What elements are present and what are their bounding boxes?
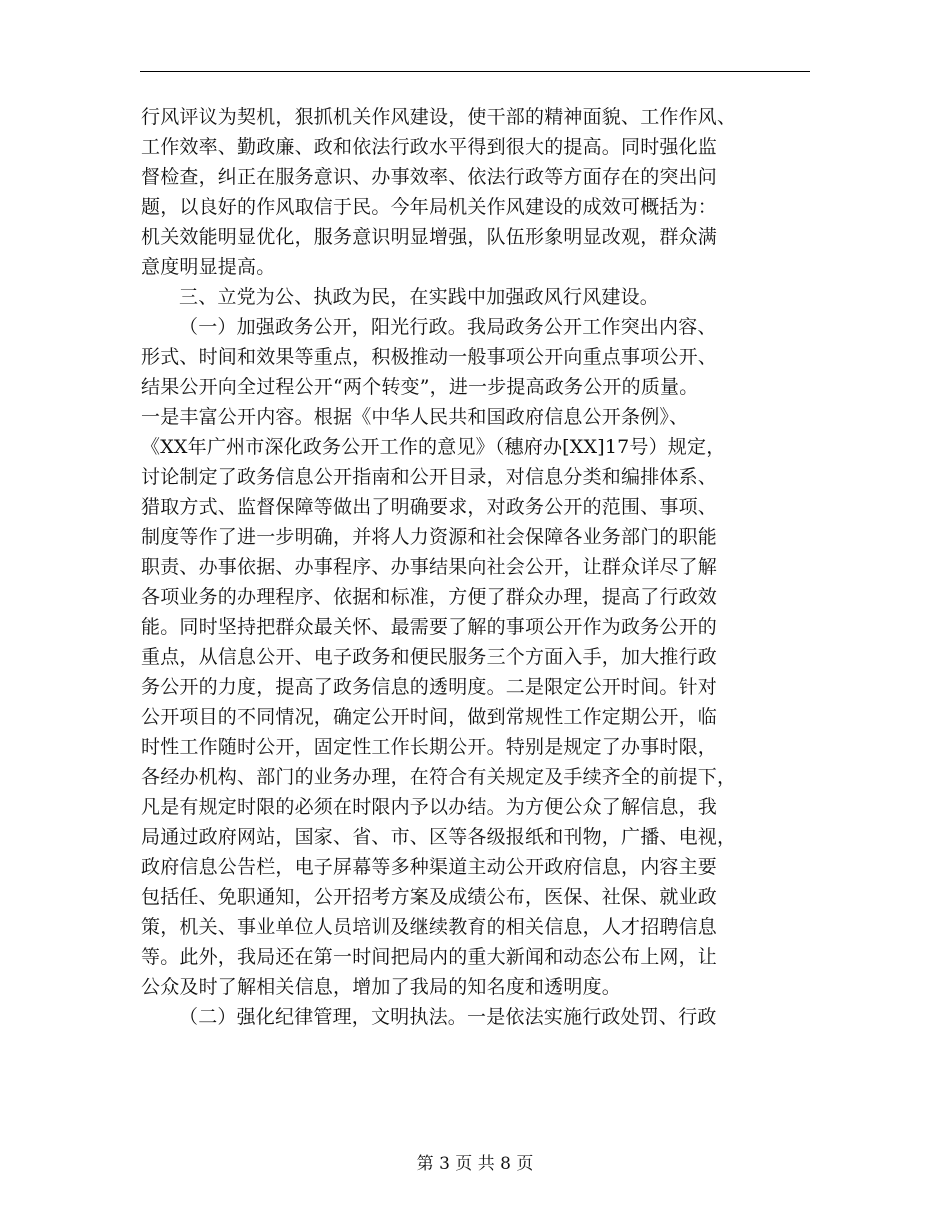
text-line: 结果公开向全过程公开“两个转变”，进一步提高政务公开的质量。 [141,376,699,398]
text-line: 职责、办事依据、办事程序、办事结果向社会公开，让群众详尽了解 [141,556,718,578]
subsection-heading: （二）强化纪律管理，文明执法。一是依法实施行政处罚、行政 [179,1006,717,1028]
text-line: 公众及时了解相关信息，增加了我局的知名度和透明度。 [141,976,622,998]
text-line: 等。此外，我局还在第一时间把局内的重大新闻和动态公布上网，让 [141,946,718,968]
subsection-heading: （一）加强政务公开，阳光行政。我局政务公开工作突出内容、 [179,316,717,338]
text-line: 时性工作随时公开，固定性工作长期公开。特别是规定了办事时限， [141,736,718,758]
text-line: 公开项目的不同情况，确定公开时间，做到常规性工作定期公开，临 [141,706,718,728]
text-line: 能。同时坚持把群众最关怀、最需要了解的事项公开作为政务公开的 [141,616,718,638]
text-line: 包括任、免职通知，公开招考方案及成绩公布，医保、社保、就业政 [141,886,718,908]
text-line: 意度明显提高。 [141,256,276,278]
text-line: 一是丰富公开内容。根据《中华人民共和国政府信息公开条例》、 [141,406,689,428]
page-number: 第 3 页 共 8 页 [416,1154,534,1174]
text-line: 政府信息公告栏，电子屏幕等多种渠道主动公开政府信息，内容主要 [141,856,718,878]
text-line: 工作效率、勤政廉、政和依法行政水平得到很大的提高。同时强化监 [141,136,718,158]
text-line: 机关效能明显优化，服务意识明显增强，队伍形象明显改观，群众满 [141,226,718,248]
text-line: 督检查，纠正在服务意识、办事效率、依法行政等方面存在的突出问 [141,166,718,188]
text-line: 制度等作了进一步明确，并将人力资源和社会保障各业务部门的职能 [141,526,718,548]
text-line: 猎取方式、监督保障等做出了明确要求，对政务公开的范围、事项、 [141,496,718,518]
text-line: 题，以良好的作风取信于民。今年局机关作风建设的成效可概括为： [141,196,718,218]
text-line: 行风评议为契机，狠抓机关作风建设，使干部的精神面貌、工作作风、 [141,106,737,128]
header-rule [140,71,810,72]
text-line: 讨论制定了政务信息公开指南和公开目录，对信息分类和编排体系、 [141,466,718,488]
text-line: 各经办机构、部门的业务办理，在符合有关规定及手续齐全的前提下， [141,766,737,788]
text-line: 凡是有规定时限的必须在时限内予以办结。为方便公众了解信息，我 [141,796,718,818]
text-line: 局通过政府网站，国家、省、市、区等各级报纸和刊物，广播、电视， [141,826,737,848]
body-text [141,102,813,1032]
text-line: 重点，从信息公开、电子政务和便民服务三个方面入手，加大推行政 [141,646,718,668]
text-line: 务公开的力度，提高了政务信息的透明度。二是限定公开时间。针对 [141,676,718,698]
section-heading: 三、立党为公、执政为民，在实践中加强政风行风建设。 [179,286,660,308]
text-line: 策，机关、事业单位人员培训及继续教育的相关信息，人才招聘信息 [141,916,718,938]
text-line: 《XX年广州市深化政务公开工作的意见》（穗府办[XX]17号）规定， [141,436,726,458]
text-line: 形式、时间和效果等重点，积极推动一般事项公开向重点事项公开、 [141,346,718,368]
text-line: 各项业务的办理程序、依据和标准，方便了群众办理，提高了行政效 [141,586,718,608]
